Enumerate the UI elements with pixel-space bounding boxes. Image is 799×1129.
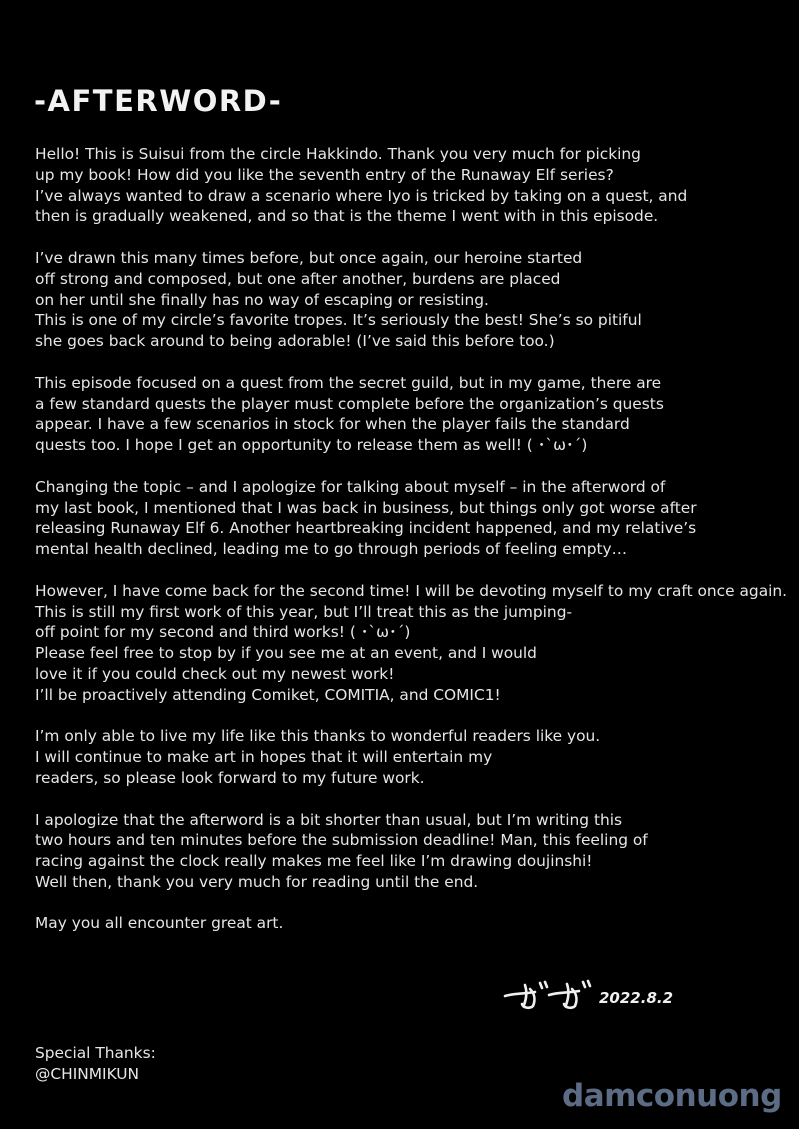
text-line: love it if you could check out my newest work! bbox=[35, 664, 395, 683]
paragraph bbox=[35, 913, 795, 934]
special-thanks-name: @CHINMIKUN bbox=[35, 1064, 140, 1083]
text-line: Hello! This is Suisui from the circle Hakkindo. Thank you very much for picking bbox=[35, 145, 641, 163]
paragraph bbox=[35, 810, 795, 893]
text-line: mental health declined, leading me to go through periods of feeling empty… bbox=[35, 540, 628, 559]
handwritten-signature bbox=[503, 975, 603, 1015]
text-line: readers, so please look forward to my future work. bbox=[35, 768, 425, 787]
text-line: appear. I have a few scenarios in stock for when the player fails the standard bbox=[35, 415, 630, 434]
text-line: on her until she finally has no way of escaping or resisting. bbox=[35, 290, 489, 309]
paragraph bbox=[35, 373, 795, 456]
signature-date: 2022.8.2 bbox=[599, 989, 674, 1007]
text-line: up my book! How did you like the seventh entry of the Runaway Elf series? bbox=[35, 165, 614, 184]
text-line: Please feel free to stop by if you see me at an event, and I would bbox=[35, 644, 537, 663]
text-line: I will continue to make art in hopes that it will entertain my bbox=[35, 748, 493, 767]
watermark-logo: damconuong bbox=[562, 1078, 782, 1114]
text-line: then is gradually weakened, and so that is the theme I went with in this episode. bbox=[35, 207, 659, 226]
paragraph bbox=[35, 477, 795, 560]
text-line: off point for my second and third works! ( ･`ω･´) bbox=[35, 623, 411, 642]
text-line: I’ve always wanted to draw a scenario where Iyo is tricked by taking on a quest, and bbox=[35, 186, 688, 205]
text-line: This episode focused on a quest from the secret guild, but in my game, there are bbox=[35, 373, 662, 392]
paragraph bbox=[35, 726, 795, 788]
text-line: my last book, I mentioned that I was back in business, but things only got worse after bbox=[35, 498, 697, 517]
signature bbox=[503, 975, 683, 1015]
text-line: quests too. I hope I get an opportunity to release them as well! ( ･`ω･´) bbox=[35, 436, 588, 455]
text-line: off strong and composed, but one after another, burdens are placed bbox=[35, 269, 561, 288]
text-line: This is still my first work of this year, but I’ll treat this as the jumping- bbox=[35, 602, 573, 621]
text-line: May you all encounter great art. bbox=[35, 914, 284, 933]
text-line: she goes back around to being adorable! (I’ve said this before too.) bbox=[35, 332, 555, 351]
text-line: a few standard quests the player must complete before the organization’s quests bbox=[35, 394, 664, 413]
text-line: This is one of my circle’s favorite tropes. It’s seriously the best! She’s so pitiful bbox=[35, 311, 642, 330]
special-thanks-heading: Special Thanks: bbox=[35, 1044, 156, 1062]
text-line: I’ll be proactively attending Comiket, COMITIA, and COMIC1! bbox=[35, 685, 501, 704]
page-title: -AFTERWORD- bbox=[34, 84, 283, 118]
text-line: I’ve drawn this many times before, but once again, our heroine started bbox=[35, 248, 583, 267]
text-line: I apologize that the afterword is a bit shorter than usual, but I’m writing this bbox=[35, 810, 623, 829]
text-line: racing against the clock really makes me feel like I’m drawing doujinshi! bbox=[35, 852, 593, 871]
paragraph bbox=[35, 144, 795, 227]
text-line: Changing the topic – and I apologize for talking about myself – in the afterword of bbox=[35, 477, 666, 496]
special-thanks bbox=[35, 1043, 156, 1085]
paragraph bbox=[35, 248, 795, 352]
paragraph bbox=[35, 581, 795, 706]
text-line: two hours and ten minutes before the submission deadline! Man, this feeling of bbox=[35, 831, 648, 850]
text-line: However, I have come back for the second time! I will be devoting myself to my craft once again. bbox=[35, 581, 788, 600]
afterword-body bbox=[35, 144, 795, 955]
text-line: Well then, thank you very much for reading until the end. bbox=[35, 872, 479, 891]
text-line: releasing Runaway Elf 6. Another heartbreaking incident happened, and my relative’s bbox=[35, 519, 697, 538]
text-line: I’m only able to live my life like this thanks to wonderful readers like you. bbox=[35, 727, 601, 746]
